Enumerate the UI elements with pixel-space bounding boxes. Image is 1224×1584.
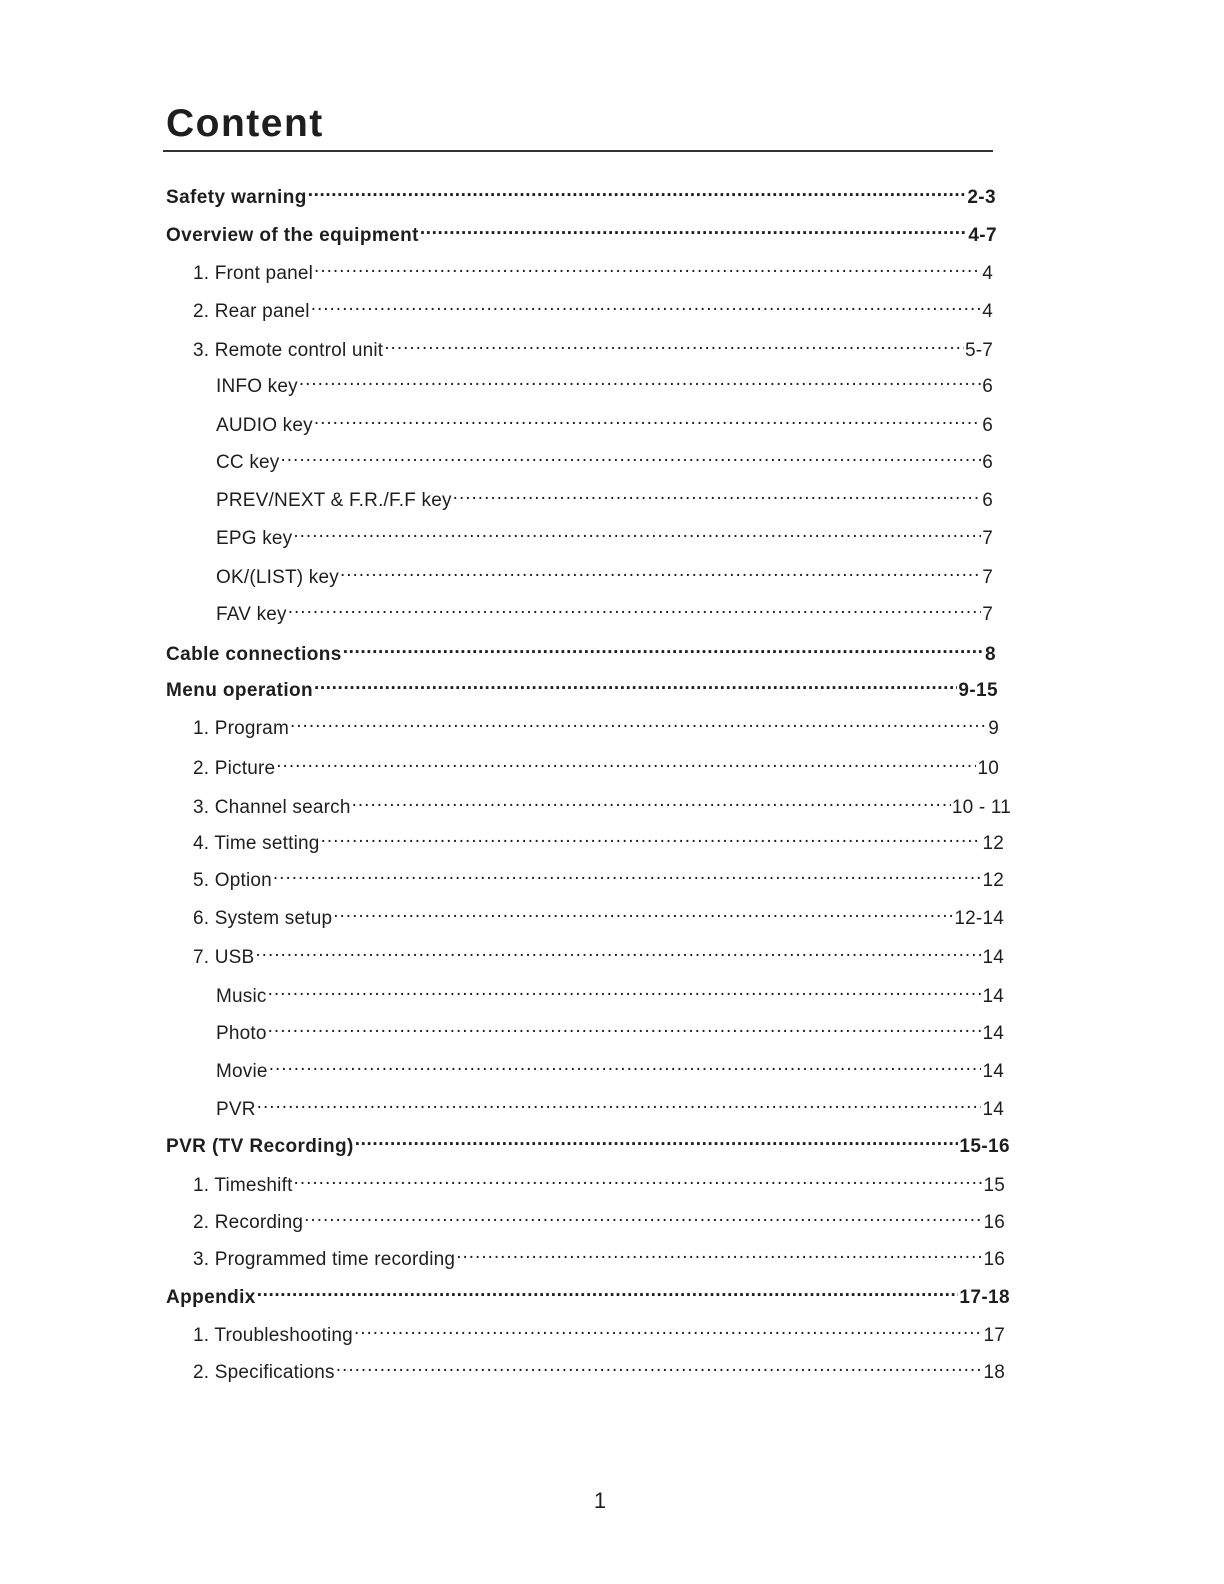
dot-leader bbox=[355, 1128, 959, 1152]
dot-leader bbox=[453, 482, 982, 506]
toc-subsection[interactable] bbox=[193, 862, 1004, 891]
toc-entry-label: 7. USB bbox=[193, 947, 255, 968]
toc-subsection[interactable] bbox=[193, 293, 993, 322]
toc-entry-label: 5. Option bbox=[193, 870, 272, 891]
toc-item[interactable] bbox=[216, 444, 993, 473]
toc-entry-label: 1. Program bbox=[193, 718, 289, 739]
toc-subsection[interactable] bbox=[193, 332, 993, 361]
toc-subsection[interactable] bbox=[193, 939, 1004, 968]
dot-leader bbox=[333, 900, 953, 924]
toc-entry-page: 16 bbox=[983, 1212, 1005, 1233]
dot-leader bbox=[281, 444, 982, 468]
toc-entry-page: 12 bbox=[982, 870, 1004, 891]
dot-leader bbox=[420, 217, 968, 241]
toc-entry-label: Appendix bbox=[166, 1287, 256, 1308]
toc-entry-label: 3. Programmed time recording bbox=[193, 1249, 456, 1270]
dot-leader bbox=[293, 520, 981, 544]
toc-entry-page: 5-7 bbox=[964, 340, 993, 361]
toc-entry-page: 16 bbox=[983, 1249, 1005, 1270]
dot-leader bbox=[311, 293, 982, 317]
toc-entry-page: 6 bbox=[982, 376, 993, 397]
dot-leader bbox=[257, 1091, 982, 1115]
toc-item[interactable] bbox=[216, 978, 1004, 1007]
toc-entry-page: 15 bbox=[983, 1175, 1005, 1196]
toc-subsection[interactable] bbox=[193, 825, 1004, 854]
dot-leader bbox=[308, 179, 967, 203]
dot-leader bbox=[321, 825, 982, 849]
toc-entry-label: INFO key bbox=[216, 376, 298, 397]
toc-entry-label: 1. Front panel bbox=[193, 263, 314, 284]
dot-leader bbox=[299, 368, 981, 392]
toc-subsection[interactable] bbox=[193, 900, 1004, 929]
dot-leader bbox=[352, 789, 951, 813]
toc-entry-label: Overview of the equipment bbox=[166, 225, 419, 246]
toc-subsection[interactable] bbox=[193, 1354, 1005, 1383]
toc-section[interactable] bbox=[166, 179, 996, 208]
toc-entry-page: 4-7 bbox=[968, 225, 997, 246]
toc-entry-page: 7 bbox=[982, 567, 993, 588]
dot-leader bbox=[294, 1167, 983, 1191]
toc-entry-page: 14 bbox=[982, 947, 1004, 968]
toc-section[interactable] bbox=[166, 1128, 1010, 1157]
toc-entry-label: 3. Remote control unit bbox=[193, 340, 384, 361]
toc-item[interactable] bbox=[216, 596, 993, 625]
dot-leader bbox=[384, 332, 964, 356]
dot-leader bbox=[273, 862, 982, 886]
toc-entry-page: 7 bbox=[982, 604, 993, 625]
dot-leader bbox=[343, 636, 984, 660]
toc-entry-page: 6 bbox=[982, 490, 993, 511]
toc-entry-page: 6 bbox=[982, 452, 993, 473]
toc-subsection[interactable] bbox=[193, 750, 999, 779]
toc-subsection[interactable] bbox=[193, 255, 993, 284]
toc-item[interactable] bbox=[216, 1015, 1004, 1044]
dot-leader bbox=[336, 1354, 983, 1378]
toc-entry-page: 10 - 11 bbox=[951, 797, 1011, 818]
toc-entry-page: 6 bbox=[982, 415, 993, 436]
toc-entry-label: PVR (TV Recording) bbox=[166, 1136, 354, 1157]
toc-entry-label: CC key bbox=[216, 452, 280, 473]
toc-subsection[interactable] bbox=[193, 1204, 1005, 1233]
toc-entry-page: 14 bbox=[982, 986, 1004, 1007]
dot-leader bbox=[314, 407, 981, 431]
toc-entry-label: Menu operation bbox=[166, 680, 314, 701]
toc-entry-label: Movie bbox=[216, 1061, 268, 1082]
dot-leader bbox=[269, 1053, 982, 1077]
dot-leader bbox=[314, 255, 981, 279]
toc-item[interactable] bbox=[216, 407, 993, 436]
toc-entry-label: FAV key bbox=[216, 604, 287, 625]
toc-section[interactable] bbox=[166, 636, 996, 665]
toc-section[interactable] bbox=[166, 217, 997, 246]
toc-entry-page: 4 bbox=[982, 263, 993, 284]
toc-entry-label: 3. Channel search bbox=[193, 797, 351, 818]
toc-entry-label: Cable connections bbox=[166, 644, 342, 665]
toc-entry-label: Music bbox=[216, 986, 267, 1007]
toc-entry-label: 2. Recording bbox=[193, 1212, 304, 1233]
toc-entry-page: 9 bbox=[988, 718, 999, 739]
toc-entry-page: 18 bbox=[983, 1362, 1005, 1383]
toc-entry-label: 6. System setup bbox=[193, 908, 333, 929]
toc-item[interactable] bbox=[216, 559, 993, 588]
toc-subsection[interactable] bbox=[193, 1317, 1005, 1346]
toc-entry-page: 12 bbox=[982, 833, 1004, 854]
toc-entry-page: 15-16 bbox=[959, 1136, 1010, 1157]
toc-entry-page: 17 bbox=[983, 1325, 1005, 1346]
toc-item[interactable] bbox=[216, 520, 993, 549]
toc-entry-label: 2. Picture bbox=[193, 758, 276, 779]
dot-leader bbox=[268, 1015, 982, 1039]
dot-leader bbox=[290, 710, 987, 734]
toc-entry-page: 2-3 bbox=[967, 187, 996, 208]
toc-entry-page: 14 bbox=[982, 1061, 1004, 1082]
toc-entry-page: 8 bbox=[985, 644, 996, 665]
toc-entry-label: PVR bbox=[216, 1099, 256, 1120]
toc-entry-page: 14 bbox=[982, 1099, 1004, 1120]
toc-entry-page: 9-15 bbox=[958, 680, 998, 701]
dot-leader bbox=[314, 672, 957, 696]
toc-subsection[interactable] bbox=[193, 1167, 1005, 1196]
toc-entry-page: 4 bbox=[982, 301, 993, 322]
toc-entry-label: 2. Rear panel bbox=[193, 301, 310, 322]
toc-entry-label: 1. Timeshift bbox=[193, 1175, 293, 1196]
page-title: Content bbox=[166, 102, 324, 145]
page-number: 1 bbox=[593, 1488, 607, 1513]
toc-entry-page: 10 bbox=[977, 758, 999, 779]
toc-entry-label: PREV/NEXT & F.R./F.F key bbox=[216, 490, 452, 511]
dot-leader bbox=[456, 1241, 982, 1265]
toc-entry-page: 12-14 bbox=[954, 908, 1004, 929]
toc-section[interactable] bbox=[166, 1279, 1010, 1308]
toc-entry-page: 14 bbox=[982, 1023, 1004, 1044]
toc-subsection[interactable] bbox=[193, 1241, 1005, 1270]
dot-leader bbox=[304, 1204, 982, 1228]
toc-entry-label: Photo bbox=[216, 1023, 267, 1044]
dot-leader bbox=[354, 1317, 983, 1341]
dot-leader bbox=[268, 978, 982, 1002]
toc-item[interactable] bbox=[216, 1053, 1004, 1082]
toc-entry-page: 7 bbox=[982, 528, 993, 549]
toc-subsection[interactable] bbox=[193, 710, 999, 739]
toc-item[interactable] bbox=[216, 482, 993, 511]
dot-leader bbox=[276, 750, 976, 774]
toc-entry-label: AUDIO key bbox=[216, 415, 313, 436]
dot-leader bbox=[257, 1279, 959, 1303]
toc-section[interactable] bbox=[166, 672, 998, 701]
toc-item[interactable] bbox=[216, 1091, 1004, 1120]
toc-entry-label: 2. Specifications bbox=[193, 1362, 335, 1383]
toc-entry-page: 17-18 bbox=[959, 1287, 1010, 1308]
toc-subsection[interactable] bbox=[193, 789, 1011, 818]
toc-entry-label: OK/(LIST) key bbox=[216, 567, 339, 588]
dot-leader bbox=[255, 939, 981, 963]
toc-entry-label: EPG key bbox=[216, 528, 293, 549]
toc-entry-label: 4. Time setting bbox=[193, 833, 320, 854]
dot-leader bbox=[288, 596, 981, 620]
toc-entry-label: Safety warning bbox=[166, 187, 307, 208]
toc-entry-label: 1. Troubleshooting bbox=[193, 1325, 353, 1346]
dot-leader bbox=[340, 559, 981, 583]
toc-item[interactable] bbox=[216, 368, 993, 397]
